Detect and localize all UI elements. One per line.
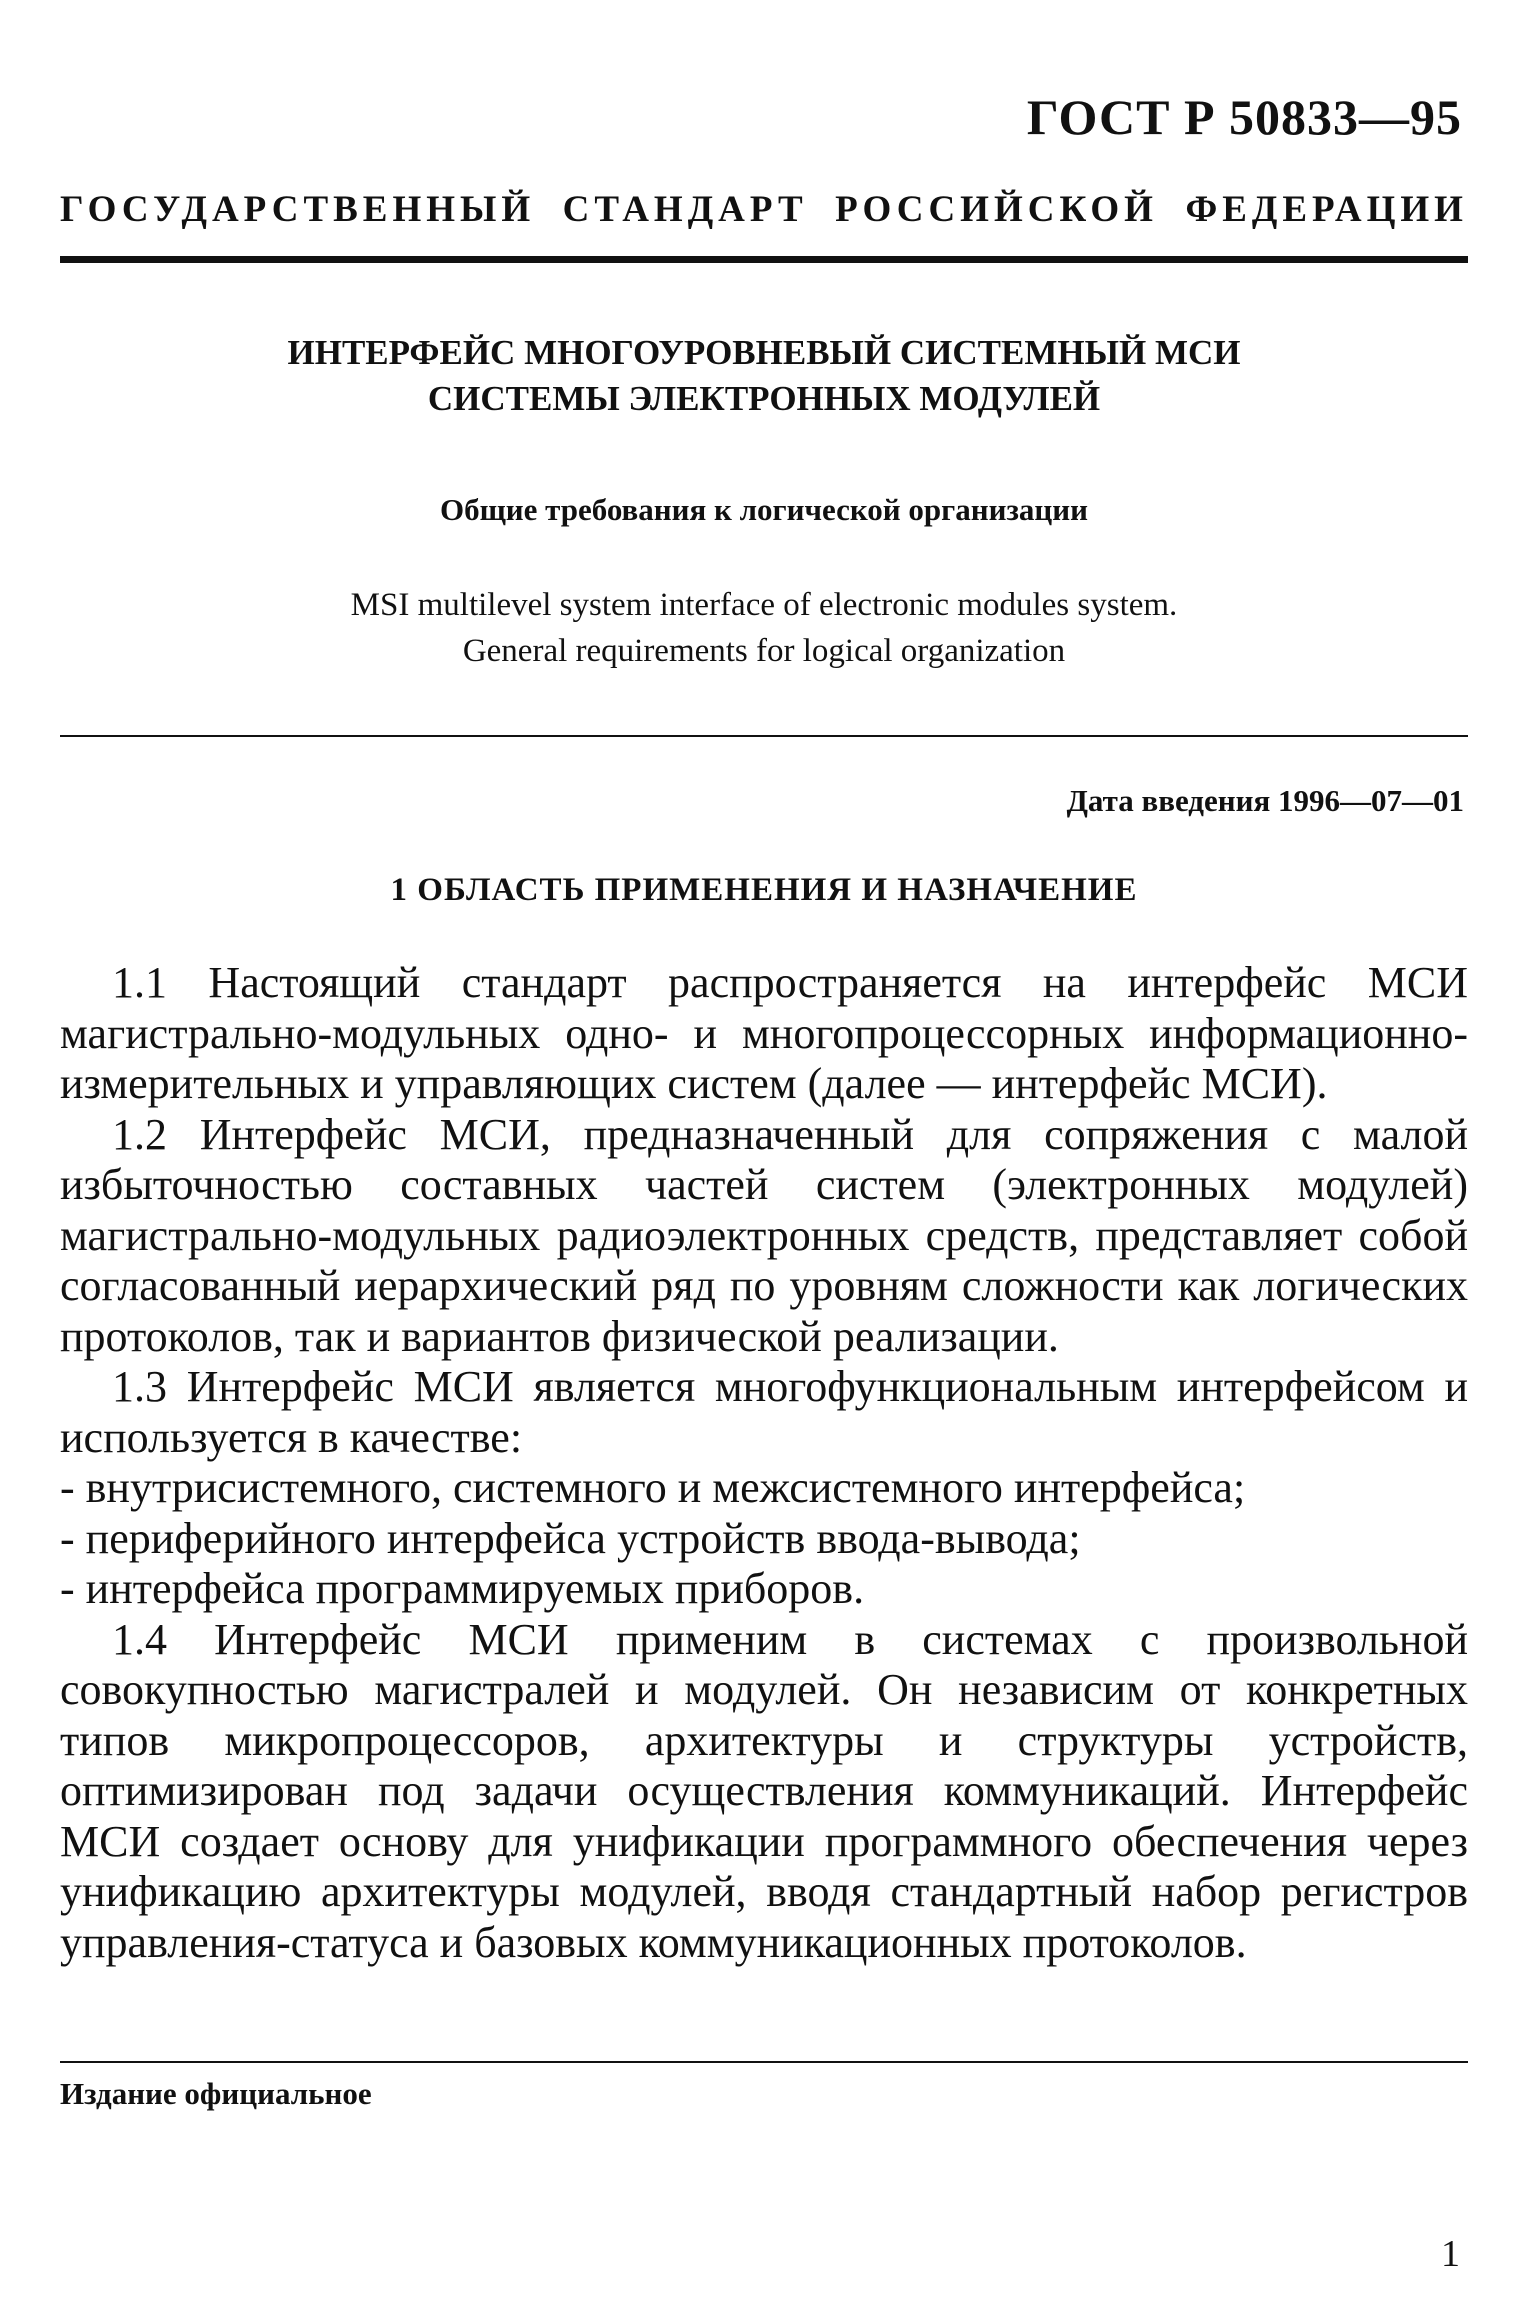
state-standard-word: ГОСУДАРСТВЕННЫЙ xyxy=(60,189,536,230)
page-number: 1 xyxy=(1441,2233,1460,2275)
edition-label: Издание официальное xyxy=(60,2076,372,2111)
document-title xyxy=(60,330,1468,422)
document-subtitle: Общие требования к логической организации xyxy=(439,492,1089,527)
english-title-line-1: MSI multilevel system interface of electronic modules system. xyxy=(350,587,1178,623)
list-item: - периферийного интерфейса устройств ввода-вывода; xyxy=(60,1513,1081,1563)
state-standard-word: ФЕДЕРАЦИИ xyxy=(1185,189,1468,230)
section-heading: 1 ОБЛАСТЬ ПРИМЕНЕНИЯ И НАЗНАЧЕНИЕ xyxy=(390,872,1138,908)
paragraph-1-3: 1.3 Интерфейс МСИ является многофункциональным интерфейсом и используется в качестве: xyxy=(60,1362,1468,1462)
paragraph-1-1: 1.1 Настоящий стандарт распространяется на интерфейс МСИ магистрально-модульных одно- и многопроцессорных информационно-измерительных и управляющих систем (далее — интерфейс МСИ). xyxy=(60,958,1468,1108)
state-standard-header xyxy=(60,188,1468,231)
footer-rule xyxy=(60,2061,1468,2063)
gost-number: ГОСТ Р 50833—95 xyxy=(1026,89,1462,145)
state-standard-word: СТАНДАРТ xyxy=(562,189,808,230)
list-item: - внутрисистемного, системного и межсистемного интерфейса; xyxy=(60,1463,1246,1512)
state-standard-word: РОССИЙСКОЙ xyxy=(835,189,1158,230)
header-rule xyxy=(60,256,1468,263)
list-item: - интерфейса программируемых приборов. xyxy=(60,1564,865,1613)
introduction-date: Дата введения 1996—07—01 xyxy=(1066,783,1464,818)
title-line-1: ИНТЕРФЕЙС МНОГОУРОВНЕВЫЙ СИСТЕМНЫЙ МСИ xyxy=(287,333,1241,372)
english-title-line-2: General requirements for logical organization xyxy=(462,633,1066,669)
english-title xyxy=(60,582,1468,674)
paragraph-1-4: 1.4 Интерфейс МСИ применим в системах с произвольной совокупностью магистралей и модулей. Он независим от конкретных типов микропроцессоров, архитектуры и структуры устройств, оптимизирован под задачи осуществления коммуникаций. Интерфейс МСИ создает основу для унификации программного обеспечения через унификацию архитектуры модулей, вводя стандартный набор регистров управления-статуса и базовых коммуникационных протоколов. xyxy=(60,1614,1468,1967)
title-rule xyxy=(60,735,1468,737)
section-body xyxy=(60,958,1468,1968)
title-line-2: СИСТЕМЫ ЭЛЕКТРОННЫХ МОДУЛЕЙ xyxy=(427,379,1101,418)
paragraph-1-2: 1.2 Интерфейс МСИ, предназначенный для сопряжения с малой избыточностью составных частей систем (электронных модулей) магистрально-модульных радиоэлектронных средств, представляет собой согласованный иерархический ряд по уровням сложности как логических протоколов, так и вариантов физической реализации. xyxy=(60,1109,1468,1361)
